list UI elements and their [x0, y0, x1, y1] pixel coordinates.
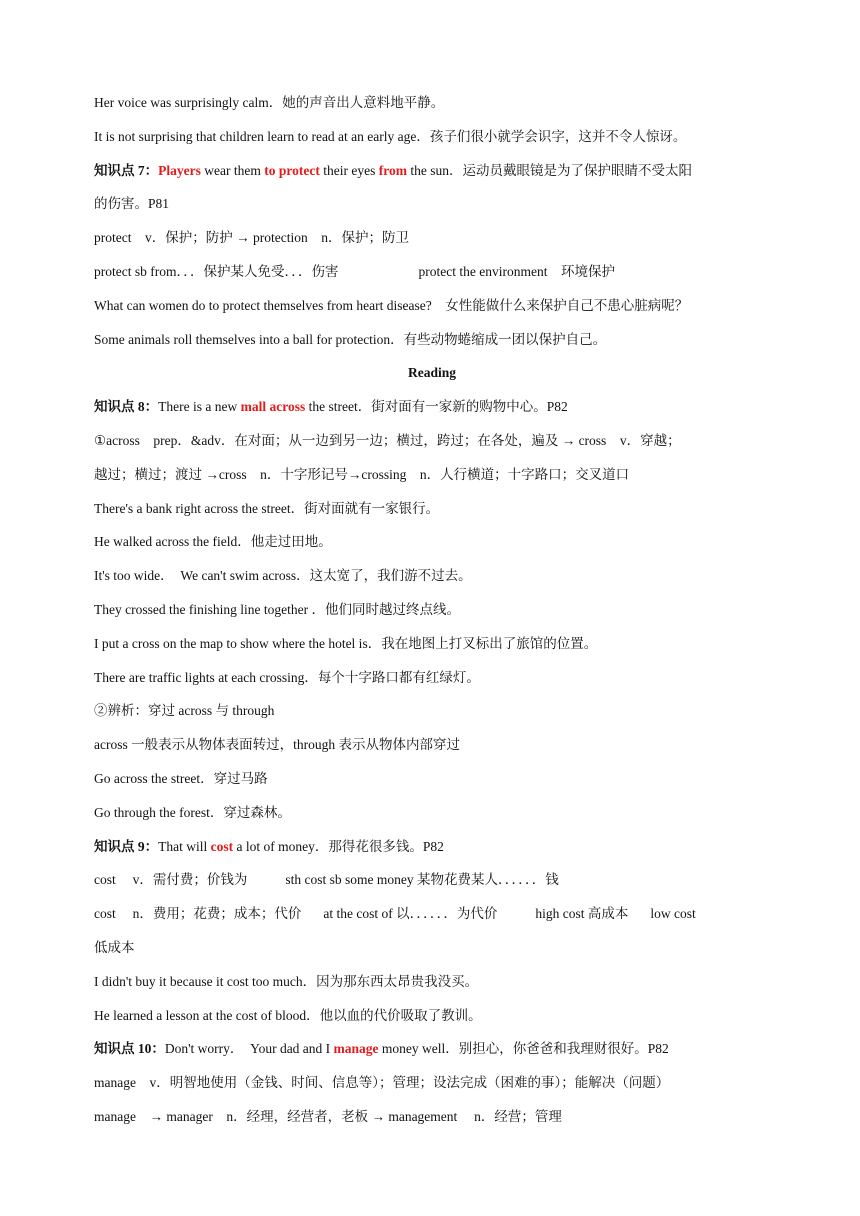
text-line: There's a bank right across the street．街对面就有一家银行。 [94, 500, 440, 516]
text-span: high cost 高成本 [535, 906, 629, 922]
text-span: Don't worry． Your dad and I [164, 1041, 334, 1057]
text-line: manage v．明智地使用（金钱、时间、信息等）；管理；设法完成（困难的事）；能解决（问题） [94, 1075, 670, 1091]
text-span: a lot of money．那得花很多钱。P82 [233, 838, 444, 854]
text-span: the sun．运动员戴眼镜是为了保护眼睛不受太阳 [406, 162, 692, 178]
text-line: across 一般表示从物体表面转过，through 表示从物体内部穿过 [94, 737, 460, 753]
text-span: There is a new [158, 399, 241, 415]
text-line: 低成本 [94, 939, 135, 955]
text-line: What can women do to protect themselves from heart disease? 女性能做什么来保护自己不患心脏病呢？ [94, 297, 689, 313]
knowledge-point-7 [94, 154, 770, 188]
text-line [94, 863, 770, 897]
text-line: 越过；横过；渡过 →cross n．十字形记号→crossing n．人行横道；十字路口；交叉道口 [94, 466, 630, 482]
highlight-term: mall across [240, 399, 306, 415]
point-label: 知识点 7： [94, 162, 159, 178]
text-span: money well．别担心，你爸爸和我理财很好。P82 [378, 1041, 669, 1057]
text-line: 的伤害。P81 [94, 196, 170, 212]
text-span: wear them [200, 162, 265, 178]
knowledge-point-9 [94, 830, 770, 864]
text-line: He learned a lesson at the cost of blood．他以血的代价吸取了教训。 [94, 1007, 482, 1023]
text-line: Her voice was surprisingly calm．她的声音出人意料地平静。 [94, 95, 445, 110]
knowledge-point-8 [94, 390, 770, 424]
text-line [94, 897, 770, 931]
highlight-term: to protect [264, 162, 320, 178]
section-heading: Reading [407, 365, 456, 381]
text-line: manage → manager n．经理，经营者，老板 → management n．经营；管理 [94, 1108, 562, 1124]
document-page [94, 86, 770, 1134]
text-line: I put a cross on the map to show where the hotel is．我在地图上打叉标出了旅馆的位置。 [94, 635, 598, 651]
text-line: ②辨析：穿过 across 与 through [94, 703, 275, 719]
text-line: He walked across the field．他走过田地。 [94, 534, 332, 550]
text-span: low cost [650, 906, 696, 922]
highlight-term: from [378, 162, 407, 178]
highlight-term: cost [210, 838, 234, 854]
text-line: There are traffic lights at each crossing．每个十字路口都有红绿灯。 [94, 669, 480, 685]
text-line: protect v．保护；防护 → protection n．保护；防卫 [94, 230, 409, 246]
text-line [94, 255, 770, 289]
knowledge-point-10 [94, 1032, 770, 1066]
text-span: sth cost sb some money 某物花费某人．．．．．．钱 [285, 872, 559, 888]
text-span: cost n．费用；花费；成本；代价 [94, 906, 302, 922]
text-span: their eyes [319, 162, 379, 178]
highlight-term: Players [158, 162, 201, 178]
text-line: They crossed the finishing line together ．他们同时越过终点线。 [94, 601, 460, 617]
text-span: cost v．需付费；价钱为 [94, 872, 248, 888]
point-label: 知识点 10： [94, 1041, 165, 1057]
point-label: 知识点 8： [94, 399, 159, 415]
text-span: That will [158, 838, 211, 854]
text-line: ①across prep．&adv．在对面；从一边到另一边；横过，跨过；在各处，遍及 → cross v．穿越； [94, 432, 681, 448]
highlight-term: manage [333, 1041, 379, 1057]
text-line: Go across the street．穿过马路 [94, 770, 268, 786]
text-span: protect the environment 环境保护 [418, 263, 615, 279]
text-span: the street．街对面有一家新的购物中心。P82 [305, 399, 568, 415]
text-line: Some animals roll themselves into a ball for protection．有些动物蜷缩成一团以保护自己。 [94, 331, 607, 347]
text-span: at the cost of 以．．．．．．为代价 [323, 906, 498, 922]
point-label: 知识点 9： [94, 838, 159, 854]
text-span: protect sb from．．．保护某人免受．．．伤害 [94, 263, 339, 279]
text-line: I didn't buy it because it cost too much．因为那东西太昂贵我没买。 [94, 973, 479, 989]
text-line: It is not surprising that children learn to read at an early age．孩子们很小就学会识字，这并不令人惊讶。 [94, 128, 687, 144]
text-line: It's too wide． We can't swim across．这太宽了，我们游不过去。 [94, 568, 472, 584]
text-line: Go through the forest．穿过森林。 [94, 804, 291, 820]
